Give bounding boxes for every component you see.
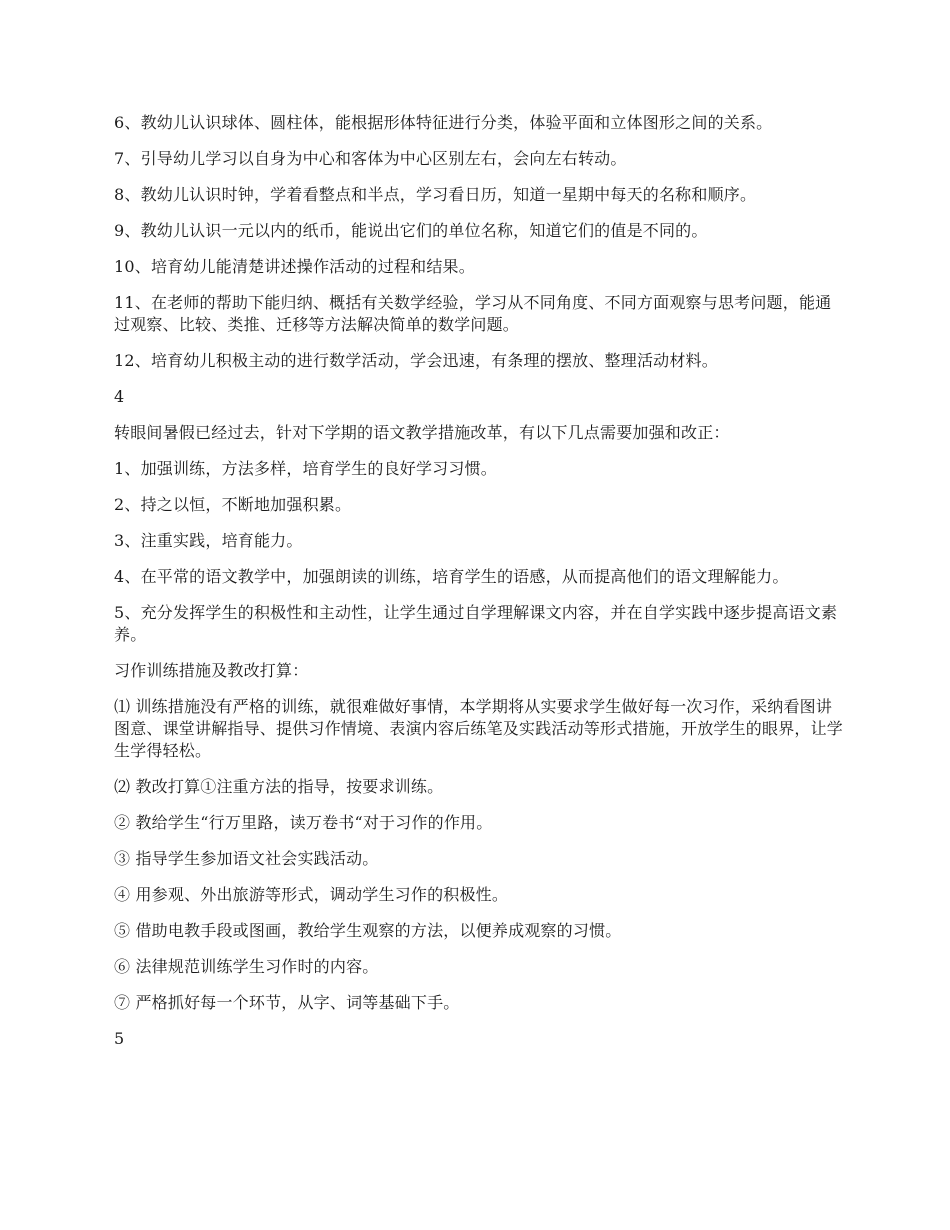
paragraph-6: 11、在老师的帮助下能归纳、概括有关数学经验，学习从不同角度、不同方面观察与思考问题，能通过观察、比较、类推、迁移等方法解决简单的数学问题。 [114, 293, 832, 334]
paragraph-13: 4、在平常的语文教学中，加强朗读的训练，培育学生的语感，从而提高他们的语文理解能力。 [114, 567, 789, 586]
paragraph-21: ⑤ 借助电教手段或图画，教给学生观察的方法，以便养成观察的习惯。 [114, 921, 622, 940]
section-number: 5 [114, 1029, 125, 1048]
paragraph-14: 5、充分发挥学生的积极性和主动性，让学生通过自学理解课文内容，并在自学实践中逐步提高语文素养。 [114, 603, 838, 644]
paragraph-16: ⑴ 训练措施没有严格的训练，就很难做好事情，本学期将从实要求学生做好每一次习作，采纳看图讲图意、课堂讲解指导、提供习作情境、表演内容后练笔及实践活动等形式措施，开放学生的眼界，让学生学得轻松。 [114, 697, 844, 760]
section-number: 4 [114, 387, 125, 406]
paragraph-10: 1、加强训练，方法多样，培育学生的良好学习习惯。 [114, 459, 497, 478]
paragraph-19: ③ 指导学生参加语文社会实践活动。 [114, 849, 379, 868]
paragraph-5: 10、培育幼儿能清楚讲述操作活动的过程和结果。 [114, 257, 475, 276]
paragraph-22: ⑥ 法律规范训练学生习作时的内容。 [114, 957, 379, 976]
paragraph-2: 7、引导幼儿学习以自身为中心和客体为中心区别左右，会向左右转动。 [114, 149, 627, 168]
paragraph-11: 2、持之以恒，不断地加强积累。 [114, 495, 352, 514]
paragraph-4: 9、教幼儿认识一元以内的纸币，能说出它们的单位名称，知道它们的值是不同的。 [114, 221, 708, 240]
paragraph-20: ④ 用参观、外出旅游等形式，调动学生习作的积极性。 [114, 885, 509, 904]
paragraph-15: 习作训练措施及教改打算： [114, 661, 309, 680]
paragraph-17: ⑵ 教改打算①注重方法的指导，按要求训练。 [114, 777, 444, 796]
paragraph-12: 3、注重实践，培育能力。 [114, 531, 303, 550]
paragraph-9: 转眼间暑假已经过去，针对下学期的语文教学措施改革，有以下几点需要加强和改正： [114, 423, 730, 442]
paragraph-18: ② 教给学生“行万里路，读万卷书“对于习作的作用。 [114, 813, 493, 832]
paragraph-3: 8、教幼儿认识时钟，学着看整点和半点，学习看日历，知道一星期中每天的名称和顺序。 [114, 185, 757, 204]
document-body [114, 112, 844, 1064]
paragraph-1: 6、教幼儿认识球体、圆柱体，能根据形体特征进行分类，体验平面和立体图形之间的关系。 [114, 113, 773, 132]
paragraph-7: 12、培育幼儿积极主动的进行数学活动，学会迅速，有条理的摆放、整理活动材料。 [114, 351, 718, 370]
paragraph-23: ⑦ 严格抓好每一个环节，从字、词等基础下手。 [114, 993, 460, 1012]
